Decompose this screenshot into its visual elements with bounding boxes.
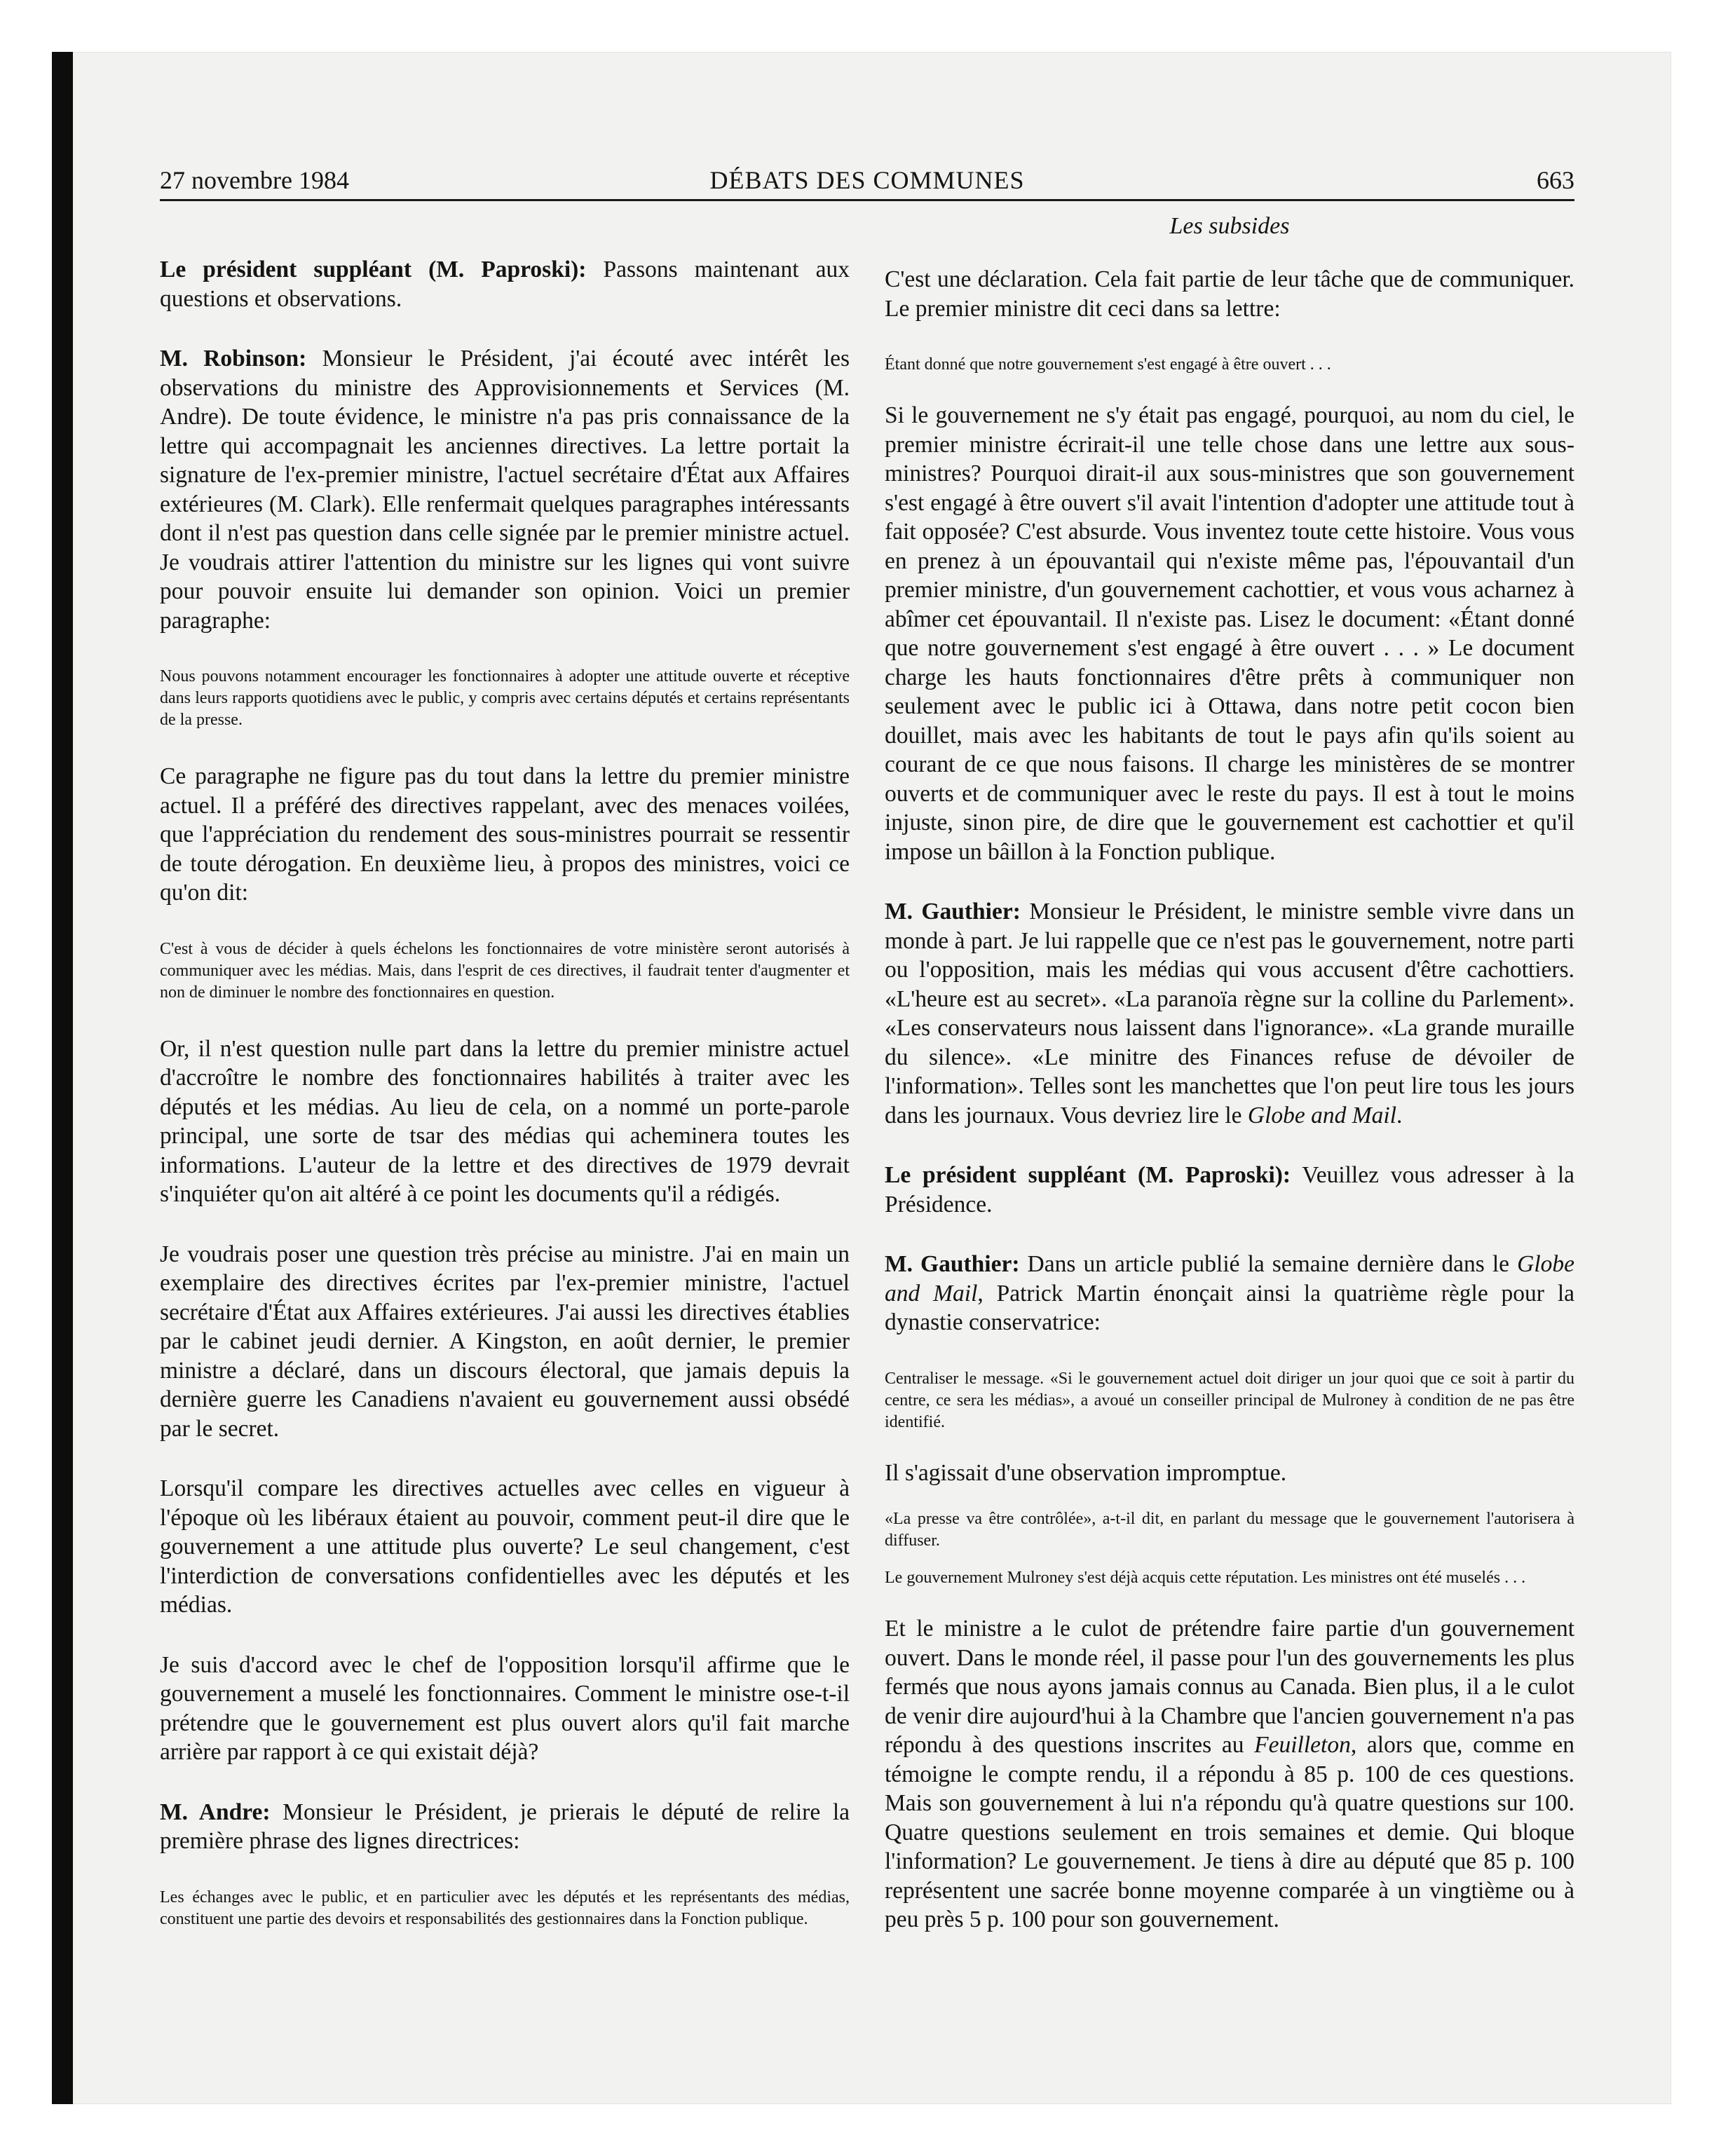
section-title: Les subsides bbox=[1169, 213, 1290, 239]
speaker-name: M. Gauthier: bbox=[885, 1251, 1020, 1277]
paragraph: Il s'agissait d'une observation impromptue. bbox=[885, 1459, 1287, 1486]
speaker-name: M. Robinson: bbox=[160, 346, 307, 371]
speaker-name: Le président suppléant (M. Paproski): bbox=[885, 1162, 1291, 1188]
speaker-name: Le président suppléant (M. Paproski): bbox=[160, 257, 587, 282]
paragraph: M. Andre: Monsieur le Président, je prierais le député de relire la première phrase des lignes directrices: bbox=[160, 1799, 850, 1854]
paragraph: Le président suppléant (M. Paproski): Passons maintenant aux questions et observations. bbox=[160, 257, 850, 312]
paragraph: Je suis d'accord avec le chef de l'opposition lorsqu'il affirme que le gouvernement a muselé les fonctionnaires. Comment le ministre ose-t-il prétendre que le gouvernement est plus ouvert alors qu'il fait marche arrière par rapport à ce qui existait déjà? bbox=[160, 1651, 850, 1765]
right-column bbox=[885, 255, 1574, 1965]
paragraph: Si le gouvernement ne s'y était pas engagé, pourquoi, au nom du ciel, le premier ministre écrirait-il une telle chose dans une lettre aux sous-ministres? Pourquoi dirait-il aux sous-ministres que son gouvernement s'est engagé à être ouvert s'il avait l'intention d'adopter une attitude tout à fait opposée? C'est absurde. Vous inventez toute cette histoire. Vous vous en prenez à un épouvantail qui n'existe même pas, l'épouvantail d'un premier ministre, d'un gouvernement cachottier, et vous vous acharnez à abîmer cet épouvantail. Il n'existe pas. Lisez le document: «Étant donné que notre gouvernement s'est engagé à être ouvert . . . » Le document charge les hauts fonctionnaires d'être prêts à communiquer non seulement avec le public ici à Ottawa, dans notre petit cocon bien douillet, mais avec les habitants de tout le pays afin qu'ils soient au courant de ce que nous faisons. Il charge les ministères de se montrer ouverts et de communiquer avec le reste du pays. Il est à tout le moins injuste, sinon pire, de dire que le gouvernement est cachottier et qu'il impose un bâillon à la Fonction publique. bbox=[885, 402, 1574, 865]
header-title: DÉBATS DES COMMUNES bbox=[709, 166, 1025, 194]
block-quote: Étant donné que notre gouvernement s'est engagé à être ouvert . . . bbox=[885, 355, 1331, 374]
block-quote: Le gouvernement Mulroney s'est déjà acquis cette réputation. Les ministres ont été muselés . . . bbox=[885, 1569, 1526, 1587]
paragraph: Et le ministre a le culot de prétendre faire partie d'un gouvernement ouvert. Dans le monde réel, il passe pour l'un des gouvernements les plus fermés que nous ayons jamais connus au Canada. Bien plus, il a le culot de venir dire aujourd'hui à la Chambre que l'ancien gouvernement n'a pas répondu à des questions inscrites au Feuilleton, alors que, comme en témoigne le compte rendu, il a répondu à 85 p. 100 de ces questions. Mais son gouvernement à lui n'a répondu qu'à quatre questions sur 100. Quatre questions seulement en trois semaines et demie. Qui bloque l'information? Le gouvernement. Je tiens à dire au député que 85 p. 100 représentent une sacrée bonne moyenne comparée à un vingtième ou à peu près 5 p. 100 pour son gouvernement. bbox=[885, 1616, 1574, 1932]
block-quote: Les échanges avec le public, et en particulier avec les députés et les représentants des médias, constituent une partie des devoirs et responsabilités des gestionnaires dans la Fonction publique. bbox=[160, 1888, 850, 1928]
block-quote: Centraliser le message. «Si le gouvernement actuel doit diriger un jour quoi que ce soit à partir du centre, ce sera les médias», a avoué un conseiller principal de Mulroney à condition de ne pas être identifié. bbox=[885, 1369, 1574, 1431]
block-quote: Nous pouvons notamment encourager les fonctionnaires à adopter une attitude ouverte et réceptive dans leurs rapports quotidiens avec le public, y compris avec certains députés et certains représentants de la presse. bbox=[160, 667, 850, 729]
page-number: 663 bbox=[1537, 166, 1574, 194]
page-header bbox=[160, 163, 1574, 201]
paragraph: Ce paragraphe ne figure pas du tout dans la lettre du premier ministre actuel. Il a préféré des directives rappelant, avec des menaces voilées, que l'appréciation du rendement des sous-ministres pourrait se ressentir de toute dérogation. En deuxième lieu, à propos des ministres, voici ce qu'on dit: bbox=[160, 763, 850, 906]
paragraph: Or, il n'est question nulle part dans la lettre du premier ministre actuel d'accroître le nombre des fonctionnaires habilités à traiter avec les députés et les médias. Au lieu de cela, on a nommé un porte-parole principal, une sorte de tsar des médias qui acheminera toutes les informations. L'auteur de la lettre et des directives de 1979 devrait s'inquiéter qu'on ait altéré à ce point les documents qu'il a rédigés. bbox=[160, 1035, 850, 1207]
paragraph: M. Gauthier: Monsieur le Président, le ministre semble vivre dans un monde à part. Je lui rappelle que ce n'est pas le gouvernement, notre parti ou l'opposition, mais les médias qui vous accusent d'être cachottiers. «L'heure est au secret». «La paranoïa règne sur la colline du Parlement». «Les conservateurs nous laissent dans l'ignorance». «La grande muraille du silence». «Le minitre des Finances refuse de dévoiler de l'information». Telles sont les manchettes que l'on peut lire tous les jours dans les journaux. Vous devriez lire le Globe and Mail. bbox=[885, 899, 1574, 1128]
paragraph: M. Gauthier: Dans un article publié la semaine dernière dans le Globe and Mail, Patrick Martin énonçait ainsi la quatrième règle pour la dynastie conservatrice: bbox=[885, 1251, 1574, 1335]
newspaper-title: Globe and Mail bbox=[885, 1251, 1574, 1306]
speaker-name: M. Gauthier: bbox=[885, 899, 1021, 925]
newspaper-title: Globe and Mail bbox=[1247, 1102, 1397, 1128]
paragraph: Je voudrais poser une question très précise au ministre. J'ai en main un exemplaire des directives écrites par l'ex-premier ministre, l'actuel secrétaire d'État aux Affaires extérieures. J'ai aussi les directives établies par le cabinet jeudi dernier. A Kingston, en août dernier, le premier ministre a déclaré, dans un discours électoral, que jamais depuis la dernière guerre les Canadiens n'avaient eu gouvernement aussi obsédé par le secret. bbox=[160, 1241, 850, 1442]
paragraph: M. Robinson: Monsieur le Président, j'ai écouté avec intérêt les observations du ministre des Approvisionnements et Services (M. Andre). De toute évidence, le ministre n'a pas pris connaissance de la lettre qui accompagnait les anciennes directives. La lettre portait la signature de l'ex-premier ministre, l'actuel secrétaire d'État aux Affaires extérieures (M. Clark). Elle renfermait quelques paragraphes intéressants dont il n'est pas question dans celle signée par le premier ministre actuel. Je voudrais attirer l'attention du ministre sur les lignes qui vont suivre pour pouvoir ensuite lui demander son opinion. Voici un premier paragraphe: bbox=[160, 346, 850, 634]
paragraph: Le président suppléant (M. Paproski): Veuillez vous adresser à la Présidence. bbox=[885, 1162, 1574, 1217]
paragraph: Lorsqu'il compare les directives actuelles avec celles en vigueur à l'époque où les libéraux étaient au pouvoir, comment peut-il dire que le gouvernement a une attitude plus ouverte? Le seul changement, c'est l'interdiction de conversations confidentielles avec les députés et les médias. bbox=[160, 1475, 850, 1618]
block-quote: C'est à vous de décider à quels échelons les fonctionnaires de votre ministère seront autorisés à communiquer avec les médias. Mais, dans l'esprit de ces directives, il faudrait tenter d'augmenter et non de diminuer le nombre des fonctionnaires en question. bbox=[160, 939, 850, 1002]
feuilleton-title: Feuilleton bbox=[1254, 1732, 1351, 1758]
header-date: 27 novembre 1984 bbox=[160, 166, 349, 194]
left-column bbox=[160, 255, 850, 1961]
speaker-name: M. Andre: bbox=[160, 1799, 271, 1825]
paragraph: C'est une déclaration. Cela fait partie de leur tâche que de communiquer. Le premier ministre dit ceci dans sa lettre: bbox=[885, 266, 1574, 322]
binding-edge bbox=[52, 52, 73, 2104]
block-quote: «La presse va être contrôlée», a-t-il dit, en parlant du message que le gouvernement l'autorisera à diffuser. bbox=[885, 1510, 1574, 1550]
